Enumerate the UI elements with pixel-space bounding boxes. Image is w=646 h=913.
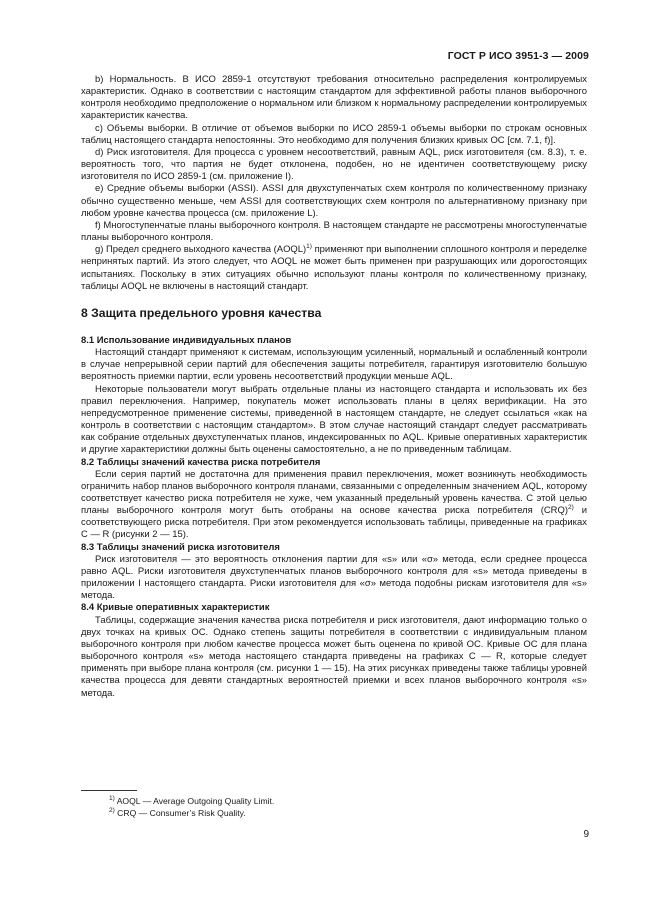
- subsection-heading-8-3: 8.3 Таблицы значений риска изготовителя: [81, 541, 280, 553]
- page-number: 9: [583, 829, 589, 840]
- paragraph-g: [81, 244, 587, 293]
- paragraph-8-1-b: Некоторые пользователи могут выбрать отдельные планы из настоящего стандарта и использовать их без правил переключения. Например, покупатель может использовать планы в целях верификации. На это непредусмотренное применение системы, приведенной в настоящем стандарте, не следует ссылаться «как на контроль в соответствии с настоящим стандартом». В этом случае настоящий стандарт следует рассматривать как собрание отдельных двухступенчатых планов, индексированных по AQL. Кривые оперативных характеристик и другие характеристики должны быть оценены самостоятельно, а не по приведенным таблицам.: [81, 383, 587, 456]
- standard-code-header: ГОСТ Р ИСО 3951-3 — 2009: [447, 50, 589, 62]
- paragraph-8-4: Таблицы, содержащие значения качества риска потребителя и риск изготовителя, дают информацию только о двух точках на кривых ОС. Однако степень защиты потребителя в соответствии с индивидуальным планом выборочного контроля при любом качестве процесса может быть оценена по кривой ОС. Кривые ОС для плана выборочного контроля «s» метода настоящего стандарта приведены на графиках С — R, которые следует применять при выборе плана контроля (см. рисунки 1 — 15). На этих рисунках приведены также таблицы уровней качества процесса для девяти стандартных вероятностей приемки и всех планов выборочного контроля «s» метода.: [81, 614, 587, 699]
- document-body: [81, 74, 587, 700]
- footnote-divider: [81, 790, 137, 791]
- paragraph-e: e) Средние объемы выборки (ASSI). ASSI для двухступенчатых схем контроля по количественному признаку обычно существенно меньше, чем ASSI для соответствующих схем контроля по альтернативному признаку при любом уровне качества процесса (см. приложение L).: [81, 183, 587, 219]
- paragraph-g-text: g) Предел среднего выходного качества (AOQL): [95, 244, 307, 256]
- paragraph-b: b) Нормальность. В ИСО 2859-1 отсутствуют требования относительно распределения контролируемых характеристик. Однако в соответствии с настоящим стандартом для эффективной работы планов выборочного контроля необходимо предположение о нормальном или близком к нормальному распределении контролируемых характеристик качества.: [81, 74, 587, 122]
- subsection-heading-8-1: 8.1 Использование индивидуальных планов: [81, 334, 292, 346]
- paragraph-c: c) Объемы выборки. В отличие от объемов выборки по ИСО 2859-1 объемы выборки по строкам основных таблиц настоящего стандарта непостоянны. Это необходимо для получения близких кривых ОС [см. 7.1, f)].: [81, 122, 587, 146]
- subsection-heading-8-2: 8.2 Таблицы значений качества риска потребителя: [81, 456, 321, 468]
- footnote-ref-1: 1): [306, 243, 312, 251]
- paragraph-8-1-a: Настоящий стандарт применяют к системам, использующим усиленный, нормальный и ослабленный контроли в случае непрерывной серии партий для обеспечения защиты потребителя, гарантируя изготовителю большую вероятность приемки партии, если уровень несоответствий продукции меньше AQL.: [81, 347, 587, 383]
- footnote-ref-2: 2): [567, 504, 574, 512]
- footnote-1: $^{1)}$ AOQL — Average Outgoing Quality Limit.: [109, 795, 275, 806]
- subsection-heading-8-4: 8.4 Кривые оперативных характеристик: [81, 602, 270, 614]
- paragraph-f: f) Многоступенчатые планы выборочного контроля. В настоящем стандарте не рассмотрены многоступенчатые планы выборочного контроля.: [81, 219, 587, 244]
- footnotes: [81, 790, 587, 819]
- paragraph-g-text-rest: применяют при выполнении сплошного контроля и переделке непринятых партий. Из этого следует, что AOQL не может быть применен при разрушающих или дорогостоящих испытаниях. Поскольку в этих ситуациях обычно используют планы контроля по количественному признаку, таблицы AOQL не включены в настоящий стандарт.: [81, 244, 587, 292]
- paragraph-8-2: Если серия партий не достаточна для применения правил переключения, может возникнуть необходимость ограничить набор планов выборочного контроля планами, связанными с определенным значением AQL, которому соответствует качество риска потребителя не хуже, чем указанный предельный уровень качества. С этой целью планы выборочного контроля могут быть отобраны на основе качества риска потребителя (CRQ)$^{2)}$ и соответствующего риска потребителя. При этом рекомендуется использовать таблицы, приведенные на графиках С — R (рисунки 2 — 15).: [81, 468, 587, 541]
- footnote-2: $^{2)}$ CRQ — Consumer’s Risk Quality.: [109, 807, 246, 818]
- section-title: 8 Защита предельного уровня качества: [81, 305, 322, 320]
- paragraph-d: d) Риск изготовителя. Для процесса с уровнем несоответствий, равным AQL, риск изготовителя (см. 8.3), т. е. вероятность того, что партия не будет отклонена, подобен, но не идентичен соответствующему риску изготовителя по ИСО 2859-1 (см. приложение I).: [81, 146, 587, 183]
- paragraph-8-3: Риск изготовителя — это вероятность отклонения партии для «s» или «σ» метода, если среднее процесса равно AQL. Риски изготовителя двухступенчатых планов выборочного контроля для «s» метода приведены в приложении I настоящего стандарта. Риски изготовителя для «σ» метода подобны рискам изготовителя для «s» метода.: [81, 553, 587, 602]
